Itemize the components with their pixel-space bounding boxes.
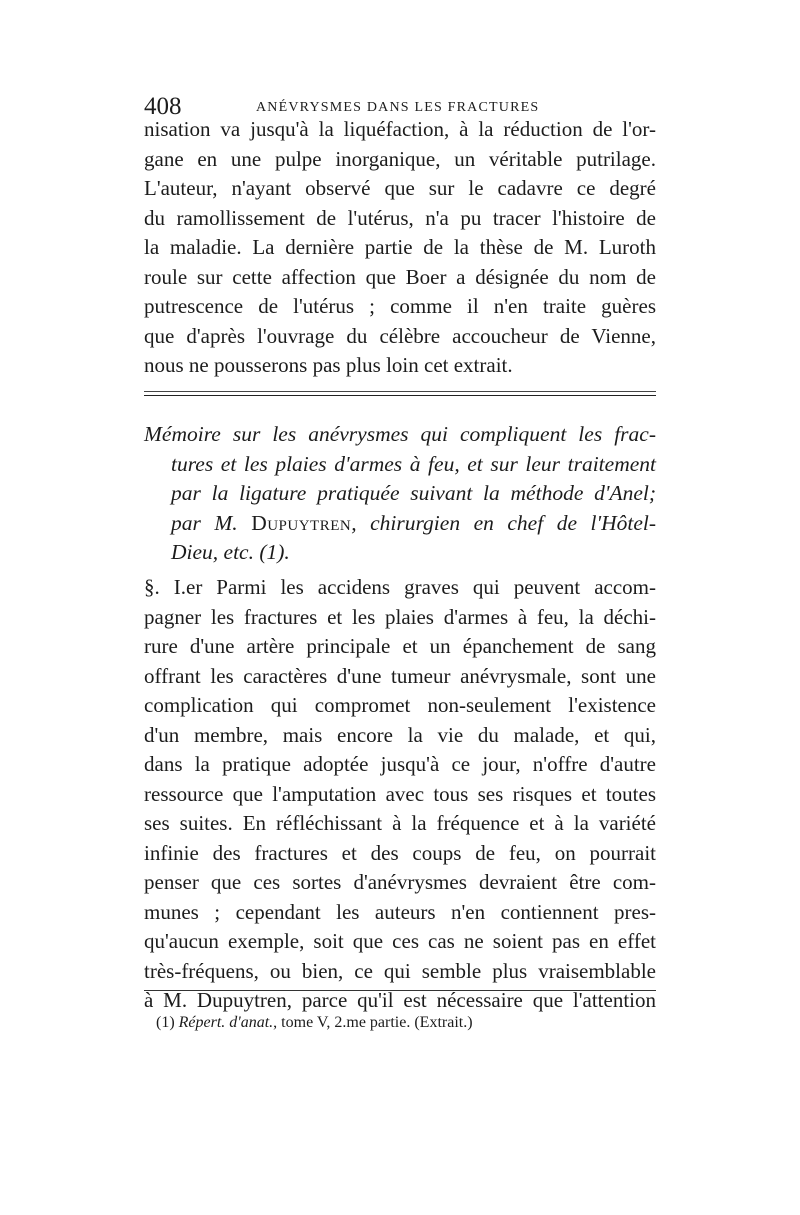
footnote-marker: (1) — [156, 1014, 175, 1031]
text-line: très-fréquens, ou bien, ce qui semble plus vraisemblable — [144, 958, 656, 983]
footnote-divider — [144, 990, 656, 991]
text-line: ses suites. En réfléchissant à la fréquence et à la variété — [144, 811, 656, 835]
text-line: pagner les fractures et les plaies d'armes à feu, la déchi- — [144, 604, 656, 629]
section-divider — [144, 391, 656, 396]
text-line: dans la pratique adoptée jusqu'à ce jour, n'offre d'autre — [144, 752, 656, 776]
text-line: la maladie. La dernière partie de la thèse de M. Luroth — [144, 235, 656, 259]
text-line: nisation va jusqu'à la liquéfaction, à la réduction de l'or- — [144, 117, 656, 141]
text-line: du ramollissement de l'utérus, n'a pu tracer l'histoire de — [144, 205, 656, 230]
footnote — [156, 1012, 473, 1034]
page-number: 408 — [144, 93, 182, 120]
text-line: putrescence de l'utérus ; comme il n'en traite guères — [144, 294, 656, 318]
text-line: infinie des fractures et des coups de feu, on pourrait — [144, 840, 656, 865]
text-line: à M. Dupuytren, parce qu'il est nécessaire que l'attention — [144, 988, 656, 1012]
text-line: munes ; cependant les auteurs n'en contiennent pres- — [144, 899, 656, 924]
footnote-details: , tome V, 2.me partie. (Extrait.) — [273, 1014, 473, 1031]
title-line: tures et les plaies d'armes à feu, et sur leur traitement — [171, 451, 656, 476]
author-name: Dupuytren — [251, 510, 352, 535]
article-title — [144, 420, 656, 568]
text-line: penser que ces sortes d'anévrysmes devraient être com- — [144, 870, 656, 894]
text-line: L'auteur, n'ayant observé que sur le cadavre ce degré — [144, 176, 656, 200]
text-line: offrant les caractères d'une tumeur anévrysmale, sont une — [144, 663, 656, 688]
text-line: qu'aucun exemple, soit que ces cas ne soient pas en effet — [144, 929, 656, 953]
author-role: , chirurgien en chef de l'Hôtel- — [351, 510, 656, 535]
footnote-source: Répert. d'anat. — [178, 1014, 274, 1031]
paragraph-section-1 — [144, 573, 656, 1016]
text-line: nous ne pousserons pas plus loin cet extrait. — [144, 353, 513, 377]
text-line: roule sur cette affection que Boer a désignée du nom de — [144, 264, 656, 289]
text-line: rure d'une artère principale et un épanchement de sang — [144, 634, 656, 658]
title-line: Mémoire sur les anévrysmes qui compliquent les frac- — [144, 422, 656, 446]
paragraph-luroth-extract — [144, 115, 656, 381]
author-prefix: par M. — [171, 510, 238, 535]
title-line-author — [144, 509, 656, 539]
running-title: ANÉVRYSMES DANS LES FRACTURES — [256, 100, 540, 115]
text-line: d'un membre, mais encore la vie du malade, et qui, — [144, 722, 656, 747]
text-line: §. I.er Parmi les accidens graves qui peuvent accom- — [144, 575, 656, 599]
text-line: que d'après l'ouvrage du célèbre accoucheur de Vienne, — [144, 323, 656, 348]
text-line: ressource que l'amputation avec tous ses risques et toutes — [144, 781, 656, 806]
title-line: par la ligature pratiquée suivant la méthode d'Anel; — [171, 481, 656, 505]
text-line: gane en une pulpe inorganique, un véritable putrilage. — [144, 146, 656, 171]
text-line: complication qui compromet non-seulement l'existence — [144, 693, 656, 717]
title-line: Dieu, etc. (1). — [171, 540, 290, 564]
